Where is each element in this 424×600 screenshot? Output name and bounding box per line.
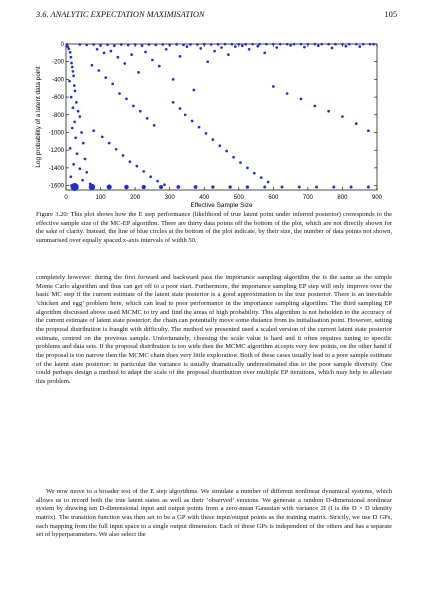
data-point <box>246 167 249 170</box>
data-point <box>175 43 178 46</box>
offplot-count-circle <box>246 185 249 188</box>
data-point <box>320 43 323 46</box>
data-point <box>113 44 116 47</box>
data-point <box>225 150 228 153</box>
data-point <box>74 90 77 93</box>
data-point <box>71 127 74 130</box>
data-point <box>186 45 189 48</box>
data-point <box>76 152 79 155</box>
paragraph-2 <box>36 488 392 540</box>
data-point <box>313 105 316 108</box>
data-point <box>253 172 256 175</box>
data-point <box>184 113 187 116</box>
y-tick-label: -200 <box>51 59 64 66</box>
data-point <box>154 44 157 47</box>
data-point <box>120 43 123 46</box>
data-point <box>341 43 344 46</box>
x-tick-label: 200 <box>130 195 141 201</box>
offplot-count-circle <box>315 186 318 189</box>
data-point <box>84 158 87 161</box>
scatter-chart <box>0 30 424 210</box>
data-point <box>110 50 113 53</box>
data-point <box>141 44 144 47</box>
data-point <box>156 180 159 183</box>
data-point <box>148 43 151 46</box>
data-point <box>199 47 202 50</box>
data-point <box>272 43 275 46</box>
data-point <box>345 45 348 48</box>
data-point <box>234 45 237 48</box>
data-point <box>70 96 73 99</box>
offplot-count-circle <box>350 186 353 189</box>
data-point <box>92 129 95 132</box>
data-point <box>210 43 213 46</box>
y-tick-label: -600 <box>51 95 64 102</box>
data-point <box>203 43 206 46</box>
offplot-count-circle <box>228 185 231 188</box>
data-point <box>129 160 132 163</box>
data-point <box>118 92 121 95</box>
data-point <box>96 48 99 51</box>
offplot-count-circle <box>71 183 79 191</box>
data-point <box>182 44 185 47</box>
data-point <box>172 101 175 104</box>
data-point <box>289 44 292 47</box>
data-point <box>111 82 114 85</box>
data-point <box>97 69 100 72</box>
data-point <box>239 161 242 164</box>
page-number: 105 <box>384 10 397 19</box>
data-point <box>72 70 75 73</box>
data-point <box>193 89 196 92</box>
data-point <box>369 43 372 46</box>
data-point <box>212 138 215 141</box>
data-point <box>72 163 75 166</box>
data-point <box>372 43 375 46</box>
data-point <box>122 154 125 157</box>
data-point <box>80 131 83 134</box>
data-point <box>213 50 216 53</box>
paragraph-text: We now move to a broader test of the E step algorithms. We simulate a number of different nonlinear dynamical systems, which allows us to record both the true latent states as well as their ‘observed’ versions. We generate a random D-dimensional nonlinear system by drawing ten D-dimensional input and output points from a zero-mean Gaussian with variance 2I (I is the D × D identity matrix). The transition function was then set to be a GP with these input/output points as the training matrix. Strictly, we use D GPs, each mapping from the full input space to a single output dimension. Each of these GPs is independent of the others and has a separate set of hyperparameters. We also select the <box>36 488 392 539</box>
y-tick-label: -1200 <box>48 148 64 155</box>
x-tick-label: 300 <box>164 195 175 201</box>
data-point <box>69 51 72 54</box>
data-point <box>92 43 95 46</box>
data-point <box>70 62 73 65</box>
y-tick-label: 0 <box>60 42 64 48</box>
data-point <box>256 45 259 48</box>
offplot-count-circle <box>211 185 214 188</box>
paragraph-1 <box>36 274 392 387</box>
data-point <box>286 92 289 95</box>
data-point <box>272 85 275 88</box>
y-tick-label: -1600 <box>48 183 64 190</box>
data-point <box>300 43 303 46</box>
data-point <box>218 144 221 147</box>
x-tick-label: 900 <box>371 195 383 201</box>
data-point <box>224 43 227 46</box>
data-point <box>232 156 235 159</box>
running-header <box>36 10 397 22</box>
data-point <box>71 66 74 69</box>
paragraph-text: completely however: during the first forward and backward pass the importance sampling algorithm the is the same as the simple Monte Carlo algorithm and thus can get off to a poor start. Furthermore, the importance sampling EP step will only improve over the basic MC step if the current estimate of the latent state posterior is a good approximation to the true posterior. There is an inevitable ‘chicken and egg’ problem here, which can lead to poor performance in the importance sampling algorithm. The third sampling EP algorithm discussed above used MCMC to try and find the areas of high probability. This algorithm is not beholden to the accuracy of the current estimate of latent state posterior: the chain can potentially move some distance from its initialisation point. However, setting the proposal distribution is fraught with difficulty. The method we presented used a scaled version of the current latent state posterior estimate, centred on the previous sample. Unfortunately, choosing the scale value is hard and it often requires tuning to specific problems and data sets. If the proposal distribution is too wide then the MCMC algorithm accepts very few points, on the other hand if the proposal is too narrow then the MCMC chain does very little exploration. Both of these cases usually lead to a poor sample estimate of the latent state posterior: in particular the variance is usually dramatically underestimated due to the poor sample diversity. One could perhaps design a method to adapt the scale of the proposal distribution over multiple EP iterations, which may help to alleviate this problem. <box>36 274 392 385</box>
x-tick-label: 800 <box>337 195 348 201</box>
data-point <box>355 43 358 46</box>
data-point <box>68 80 71 83</box>
data-point <box>149 175 152 178</box>
y-axis-label: Log probability of a latent data point <box>35 66 42 168</box>
figure-3-20 <box>0 30 424 210</box>
data-point <box>73 84 76 87</box>
data-point <box>355 122 358 125</box>
data-point <box>179 107 182 110</box>
data-point <box>82 142 85 145</box>
data-point <box>137 71 140 74</box>
offplot-count-circle <box>124 185 128 189</box>
data-point <box>327 110 330 113</box>
data-point <box>163 183 166 186</box>
data-point <box>132 105 135 108</box>
data-point <box>231 43 234 46</box>
data-point <box>101 136 104 139</box>
data-point <box>220 46 223 49</box>
data-point <box>196 43 199 46</box>
data-point <box>227 53 230 56</box>
data-point <box>317 44 320 47</box>
data-point <box>341 115 344 118</box>
data-point <box>73 121 76 124</box>
data-point <box>293 43 296 46</box>
data-point <box>275 46 278 49</box>
data-point <box>265 43 268 46</box>
data-point <box>206 60 209 63</box>
data-point <box>127 44 130 47</box>
data-point <box>260 176 263 179</box>
data-point <box>334 43 337 46</box>
data-point <box>286 43 289 46</box>
data-point <box>123 62 126 65</box>
data-point <box>362 43 365 46</box>
data-point <box>244 43 247 46</box>
data-point <box>251 43 254 46</box>
data-point <box>189 43 192 46</box>
offplot-count-circle <box>281 186 284 189</box>
data-point <box>74 136 77 139</box>
data-point <box>91 64 94 67</box>
data-point <box>78 43 81 46</box>
data-point <box>153 124 156 127</box>
data-point <box>237 43 240 46</box>
data-point <box>327 43 330 46</box>
data-point <box>172 78 175 81</box>
data-point <box>135 165 138 168</box>
data-point <box>116 56 119 59</box>
plot-frame <box>66 44 377 190</box>
data-point <box>367 129 370 132</box>
offplot-count-circle <box>176 185 180 189</box>
data-point <box>69 147 72 150</box>
data-point <box>108 142 111 145</box>
y-tick-label: -1400 <box>48 165 64 172</box>
x-axis-label: Effective Sample Size <box>190 202 253 209</box>
data-point <box>72 75 75 78</box>
data-point <box>241 44 244 47</box>
data-point <box>139 110 142 113</box>
data-point <box>77 110 80 113</box>
offplot-count-circle <box>107 184 112 189</box>
offplot-count-circle <box>332 186 335 189</box>
y-tick-label: -1000 <box>48 130 64 137</box>
data-point <box>125 98 128 101</box>
data-point <box>179 55 182 58</box>
offplot-count-circle <box>159 185 163 189</box>
data-point <box>103 51 106 54</box>
figure-caption: Figure 3.20: This plot shows how the E step performance (likelihood of true latent point under inferred posterior) corresponds to the effective sample size of the MC-EP algorithm. There are thirty data points off the bottom of the plot, which are not directly shown for the sake of clarity. Instead, the line of blue circles at the bottom of the plot indicate, by their size, the number of data points not shown, summarised over equally spaced x-axis intervals of width 50. <box>36 211 392 244</box>
data-point <box>267 181 270 184</box>
data-point <box>69 56 72 59</box>
data-point <box>248 48 251 51</box>
data-point <box>72 106 75 109</box>
y-tick-label: -800 <box>51 112 64 119</box>
data-point <box>134 43 137 46</box>
y-tick-label: -400 <box>51 77 64 84</box>
x-tick-label: 500 <box>233 195 244 201</box>
data-point <box>313 43 316 46</box>
data-point <box>146 117 149 120</box>
data-point <box>81 179 84 182</box>
x-tick-label: 700 <box>302 195 313 201</box>
data-point <box>115 148 118 151</box>
data-point <box>307 43 310 46</box>
data-point <box>142 170 145 173</box>
data-point <box>331 47 334 50</box>
data-point <box>191 120 194 123</box>
data-point <box>85 44 88 47</box>
data-point <box>161 43 164 46</box>
data-point <box>217 43 220 46</box>
data-point <box>168 43 171 46</box>
data-point <box>85 171 88 174</box>
data-point <box>205 132 208 135</box>
data-point <box>75 101 78 104</box>
data-point <box>67 48 70 51</box>
data-point <box>358 45 361 48</box>
data-point <box>158 65 161 68</box>
data-point <box>104 76 107 79</box>
data-point <box>151 59 154 62</box>
data-point <box>198 126 201 129</box>
x-tick-label: 100 <box>95 195 106 201</box>
data-point <box>303 46 306 49</box>
data-point <box>69 175 72 178</box>
section-title: 3.6. ANALYTIC EXPECTATION MAXIMISATION <box>36 10 205 19</box>
offplot-count-circle <box>142 185 146 189</box>
offplot-count-circle <box>367 186 370 189</box>
offplot-count-circle <box>194 185 198 189</box>
data-point <box>263 51 266 54</box>
data-point <box>279 43 282 46</box>
data-point <box>144 51 147 54</box>
data-point <box>130 53 133 56</box>
data-point <box>348 43 351 46</box>
x-tick-label: 400 <box>199 195 210 201</box>
data-point <box>106 43 109 46</box>
data-point <box>300 98 303 101</box>
offplot-count-circle <box>89 184 95 190</box>
x-tick-label: 600 <box>268 195 279 201</box>
data-point <box>165 48 168 51</box>
offplot-count-circle <box>298 186 301 189</box>
x-tick-label: 0 <box>64 195 68 201</box>
data-point <box>99 44 102 47</box>
data-point <box>78 167 81 170</box>
data-point <box>78 115 81 118</box>
offplot-count-circle <box>263 186 266 189</box>
